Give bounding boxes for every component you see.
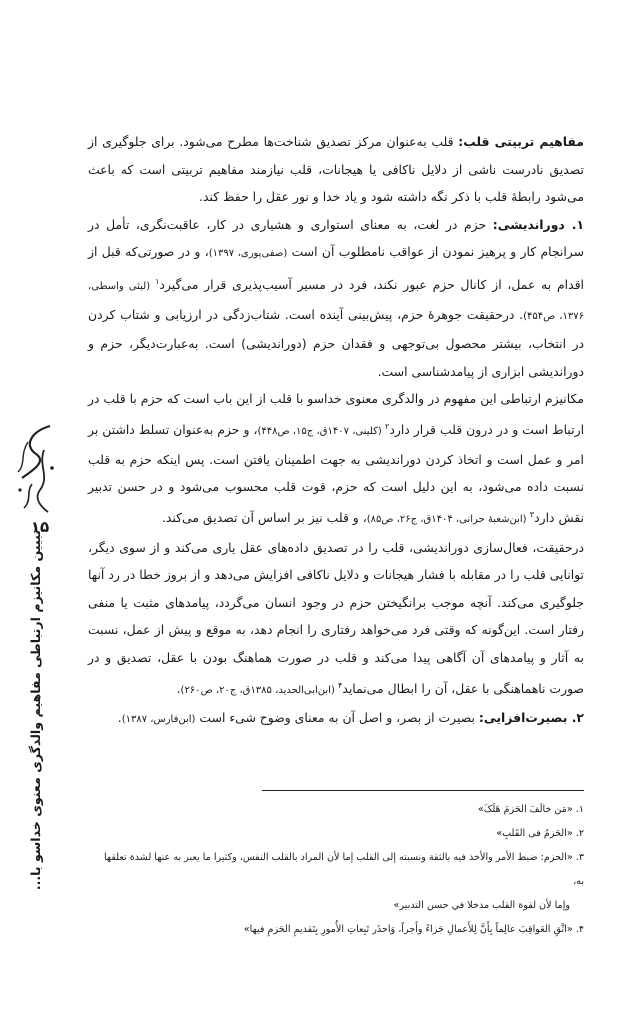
- paragraph-insight: [88, 704, 584, 734]
- paragraph-text: .: [176, 680, 181, 696]
- running-title: تبیین مکانیزم ارتباطی مفاهیم والدگری معنوی خداسو با...: [28, 530, 43, 891]
- paragraph-lead: مفاهیم تربیتی قلب:: [458, 134, 584, 149]
- citation: (لیثی واسطی، ۱۳۷۶، ص۴۵۴): [88, 281, 584, 322]
- paragraph-lead: ۲. بصیرت‌افزایی:: [478, 710, 584, 726]
- citation: (ابن‌شعبهٔ حرانی، ۱۴۰۴ق، ج۲۶، ص۸۵): [366, 514, 530, 526]
- footnote-ref[interactable]: ۲: [385, 422, 390, 432]
- paragraph-text: حزم در لغت، به معنای استواری و هشیاری در کار، عاقبت‌نگری، تأمل در سرانجام کار و پرهیز نمودن از عواقب نامطلوب آن است: [88, 216, 584, 260]
- paragraph-foresight: [88, 211, 584, 386]
- footnote-1: ۱. «مَن خالَفَ الحَزمَ هَلَکَ»: [477, 804, 584, 815]
- paragraph-text: درحقیقت، فعال‌سازی دوراندیشی، قلب را در تصدیق داده‌های عقل یاری می‌کند و از سوی دیگر، توانایی قلب را در مقابله با فشار هیجانات و دلایل ناکافی افزایش می‌دهد و از بروز خطا در رد آنها جلوگیری می‌کند. آنچه موجب برانگیختن حزم در وجود انسان می‌گردد، پیامدهای مثبت یا منفی رفتار است. این‌گونه که وقتی فرد می‌خواهد رفتاری را انجام دهد، به موقع و پیش از عمل، نسبت به آثار و پیامدهای آن آگاهی پیدا می‌کند و قلب در صورت هماهنگ بودن با عقل، تصدیق و در صورت ناهماهنگی با عقل، آن را ابطال می‌نماید: [88, 539, 584, 696]
- paragraph-text: ، و در صورتی‌که قبل از اقدام به عمل، از کانال حزم عبور نکند، فرد در مسیر آسیب‌پذیری قرار می‌گیرد: [88, 244, 584, 293]
- footnote-ref[interactable]: ۳: [529, 509, 535, 519]
- article-body: [88, 128, 584, 734]
- paragraph-mechanism: [88, 385, 584, 533]
- footnote-2: ۲. «الحَزمُ فی القَلبِ»: [496, 828, 584, 839]
- footnote-ref[interactable]: ۴: [338, 680, 343, 690]
- citation: (ابن‌ابی‌الحدید، ۱۳۸۵ق، ج۲۰، ص۲۶۰): [180, 684, 339, 696]
- paragraph-lead: ۱. دوراندیشی:: [492, 216, 585, 232]
- paragraph-text: ، و حزم به‌عنوان تسلط داشتن بر امر و عمل است و اتخاذ کردن دوراندیشی به جهت اطمینان یافتن است. پس اینکه حزم به قلب نسبت داده می‌شود، به این دلیل است که حزم، قوت قلب محسوب می‌شود و در حسن تدبیر نقش دارد: [88, 422, 584, 526]
- paragraph-text: مکانیزم ارتباطی این مفهوم در والدگری معنوی خداسو با قلب از این باب است که حزم با قلب در ارتباط است و در درون قلب قرار دارد: [88, 391, 585, 438]
- paragraph-text: .: [117, 710, 122, 726]
- footnote-3-continued: وإما لأن لقوة القلب مدخلا في حسن التدبير»: [393, 900, 570, 911]
- footnote-4: ۴. «اتَّقِ العَواقِبَ عالِماً بِأَنَّ لِلأَعمالِ جَزاءً وأَجراً، وَاحذَر تَبِعاتِ الأُمورِ بِتَقدیمِ الحَزمِ فیها»: [243, 924, 584, 935]
- journal-logo-icon: [10, 420, 60, 520]
- paragraph-text: . درحقیقت جوهرهٔ حزم، پیش‌بینی آینده است. شتاب‌زدگی در ارزیابی و شتاب کردن در انتخاب، بیشتر محصول بی‌توجهی و فقدان حزم (دوراندیشی) است. به‌عبارت‌دیگر، حزم و دوراندیشی ابزاری از پیامدشناسی است.: [88, 306, 584, 379]
- paragraph-activation: [88, 534, 584, 705]
- citation: (ابن‌فارس، ۱۳۸۷): [121, 714, 196, 726]
- footnote-divider: [262, 790, 584, 791]
- page-number: ۱۵: [30, 518, 50, 536]
- footnotes: [100, 798, 584, 942]
- paragraph-text: قلب به‌عنوان مرکز تصدیق شناخت‌ها مطرح می‌شود. برای جلوگیری از تصدیق نادرست ناشی از دلایل ناکافی یا هیجانات، قلب نیازمند مفاهیم تربیتی است که باعث می‌شود رابطهٔ قلب با ذکر نگه داشته شود و یاد خدا و نور عقل را حفظ کند.: [88, 134, 584, 205]
- paragraph-heart-concepts: [88, 128, 584, 211]
- paragraph-text: بصیرت از بصر، و اصل آن به معنای وضوح شیء است: [195, 710, 479, 726]
- citation: (صفی‌پوری، ۱۳۹۷): [208, 248, 288, 260]
- paragraph-text: ، و قلب نیز بر اساس آن تصدیق می‌کند.: [161, 510, 367, 526]
- footnote-ref[interactable]: ۱: [155, 276, 160, 286]
- footnote-3: ۳. «الحزم: ضبط الأمر والأخذ فیه بالثقة ونسبته إلى القلب إما لأن المراد بالقلب النفس، وكثیرا ما یعبر به عنها لشدة تعلقها به،: [103, 852, 584, 887]
- citation: (کلینی، ۱۴۰۷ق، ج۱۵، ص۴۴۸): [257, 426, 386, 438]
